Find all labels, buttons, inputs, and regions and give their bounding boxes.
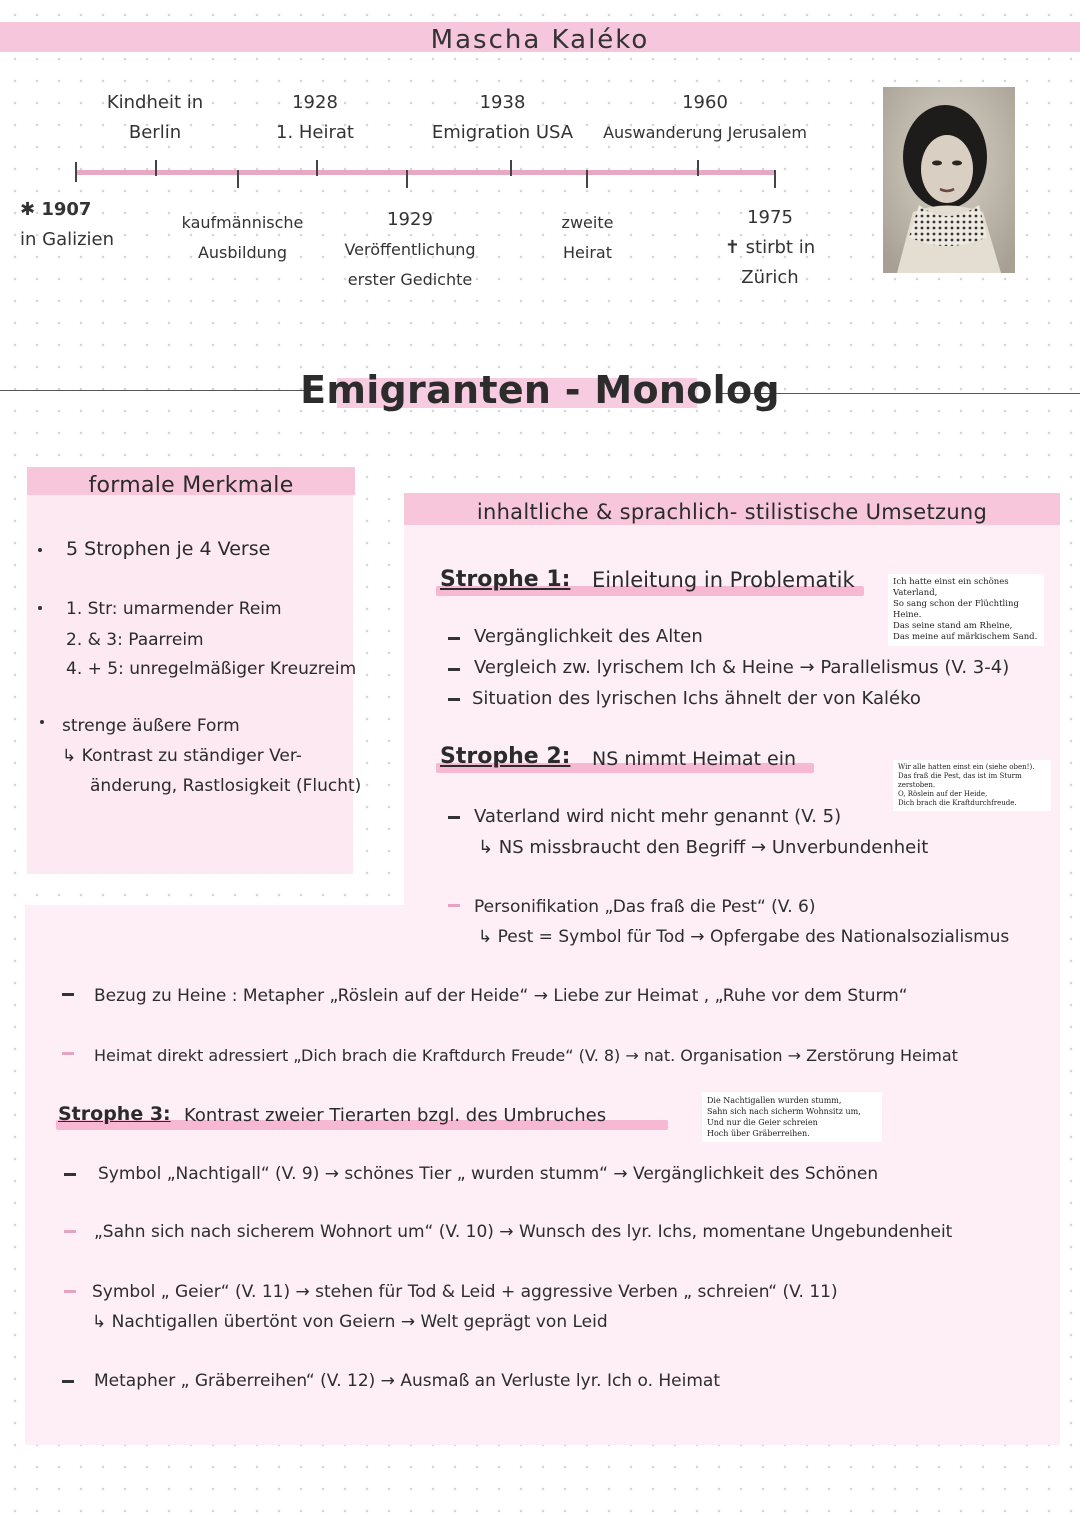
dash (64, 1173, 76, 1176)
analysis-line: „Sahn sich nach sicherem Wohnort um“ (V. 10) → Wunsch des lyr. Ichs, momentane Ungebundenheit (94, 1222, 953, 1242)
formal-item: 1. Str: umarmender Reim (66, 599, 282, 619)
strophe-3-desc: Kontrast zweier Tierarten bzgl. des Umbruches (184, 1105, 607, 1126)
dash (448, 904, 460, 907)
analysis-line: Vaterland wird nicht mehr genannt (V. 5) (474, 806, 842, 827)
formal-item: 5 Strophen je 4 Verse (66, 538, 271, 560)
dash (62, 1380, 74, 1383)
formal-item: 4. + 5: unregelmäßiger Kreuzreim (66, 659, 357, 679)
dash (64, 1230, 76, 1233)
analysis-line: Situation des lyrischen Ichs ähnelt der von Kaléko (472, 688, 921, 709)
timeline-tick (774, 170, 776, 188)
analysis-line: Vergänglichkeit des Alten (474, 626, 703, 647)
formal-item: änderung, Rastlosigkeit (Flucht) (90, 776, 362, 796)
strophe-2-desc: NS nimmt Heimat ein (592, 748, 797, 770)
analysis-line: ↳ Nachtigallen übertönt von Geiern → Welt geprägt von Leid (92, 1312, 608, 1332)
analysis-line: Heimat direkt adressiert „Dich brach die Kraftdurch Freude“ (V. 8) → nat. Organisation → Zerstörung Heimat (94, 1046, 958, 1065)
strophe-2-label: Strophe 2: (440, 744, 571, 769)
dash (448, 698, 460, 701)
dash (62, 993, 74, 996)
timeline-event: Kindheit in Berlin (106, 92, 204, 143)
formal-item: 2. & 3: Paarreim (66, 630, 204, 650)
strophe-1-desc: Einleitung in Problematik (592, 568, 855, 592)
portrait-photo (883, 87, 1015, 273)
timeline-event: 1938 Emigration USA (431, 92, 574, 143)
timeline-tick (510, 160, 512, 176)
timeline-tick (237, 170, 239, 188)
analysis-line: ↳ NS missbraucht den Begriff → Unverbundenheit (478, 837, 929, 858)
analysis-line: ↳ Pest = Symbol für Tod → Opfergabe des Nationalsozialismus (478, 927, 1010, 947)
strophe-3-label: Strophe 3: (58, 1103, 171, 1125)
analysis-line: Personifikation „Das fraß die Pest“ (V. 6) (474, 897, 816, 917)
timeline-event: ✱ 1907 in Galizien (20, 199, 115, 250)
timeline-event: 1928 1. Heirat (276, 92, 354, 143)
dash (62, 1052, 74, 1055)
timeline-tick (406, 170, 408, 188)
timeline-tick (155, 160, 157, 176)
dash (448, 816, 460, 819)
strophe-3-quote: Die Nachtigallen wurden stumm, Sahn sich nach sicherm Wohnsitz um, Und nur die Geier schreien Hoch über Gräberreihen. (702, 1092, 882, 1142)
analysis-line: Symbol „Nachtigall“ (V. 9) → schönes Tier „ wurden stumm“ → Vergänglichkeit des Schönen (98, 1164, 879, 1184)
timeline-line (75, 170, 775, 175)
content-title: inhaltliche & sprachlich- stilistische Umsetzung (476, 500, 988, 524)
timeline-event: kaufmännische Ausbildung (181, 213, 304, 262)
bullet (38, 548, 42, 552)
strophe-2-quote: Wir alle hatten einst ein (siehe oben!). Das fraß die Pest, das ist im Sturm zerstoben. O, Röslein auf der Heide, Dich brach die Kraftdurchfreude. (893, 760, 1051, 811)
timeline-event: 1929 Veröffentlichung erster Gedichte (344, 209, 476, 289)
analysis-line: Bezug zu Heine : Metapher „Röslein auf der Heide“ → Liebe zur Heimat , „Ruhe vor dem Sturm“ (94, 986, 908, 1006)
timeline-event: 1975 ✝ stirbt in Zürich (724, 207, 816, 288)
analysis-line: Symbol „ Geier“ (V. 11) → stehen für Tod & Leid + aggressive Verben „ schreien“ (V. 11) (92, 1282, 838, 1302)
timeline-event: 1960 Auswanderung Jerusalem (603, 92, 807, 142)
dash (448, 637, 460, 640)
timeline-tick (316, 160, 318, 176)
analysis-line: Vergleich zw. lyrischem Ich & Heine → Parallelismus (V. 3-4) (474, 657, 1010, 678)
timeline-tick (75, 162, 77, 182)
page-title: Mascha Kaléko (430, 25, 650, 55)
strophe-1-label: Strophe 1: (440, 567, 571, 592)
dash (64, 1290, 76, 1293)
bullet (40, 720, 44, 724)
timeline-tick (586, 170, 588, 188)
timeline-event: zweite Heirat (561, 213, 614, 262)
portrait-image (883, 87, 1015, 273)
main-title: Emigranten - Monolog (300, 368, 780, 412)
formal-features-title: formale Merkmale (88, 473, 294, 498)
analysis-line: Metapher „ Gräberreihen“ (V. 12) → Ausmaß an Verluste lyr. Ich o. Heimat (94, 1371, 720, 1391)
formal-item: ↳ Kontrast zu ständiger Ver- (62, 746, 302, 766)
formal-item: strenge äußere Form (62, 716, 240, 736)
strophe-1-quote: Ich hatte einst ein schönes Vaterland, So sang schon der Flüchtling Heine. Das seine stand am Rheine, Das meine auf märkischem Sand. (888, 574, 1044, 646)
timeline-tick (697, 160, 699, 176)
bullet (38, 606, 42, 610)
dash (448, 668, 460, 671)
